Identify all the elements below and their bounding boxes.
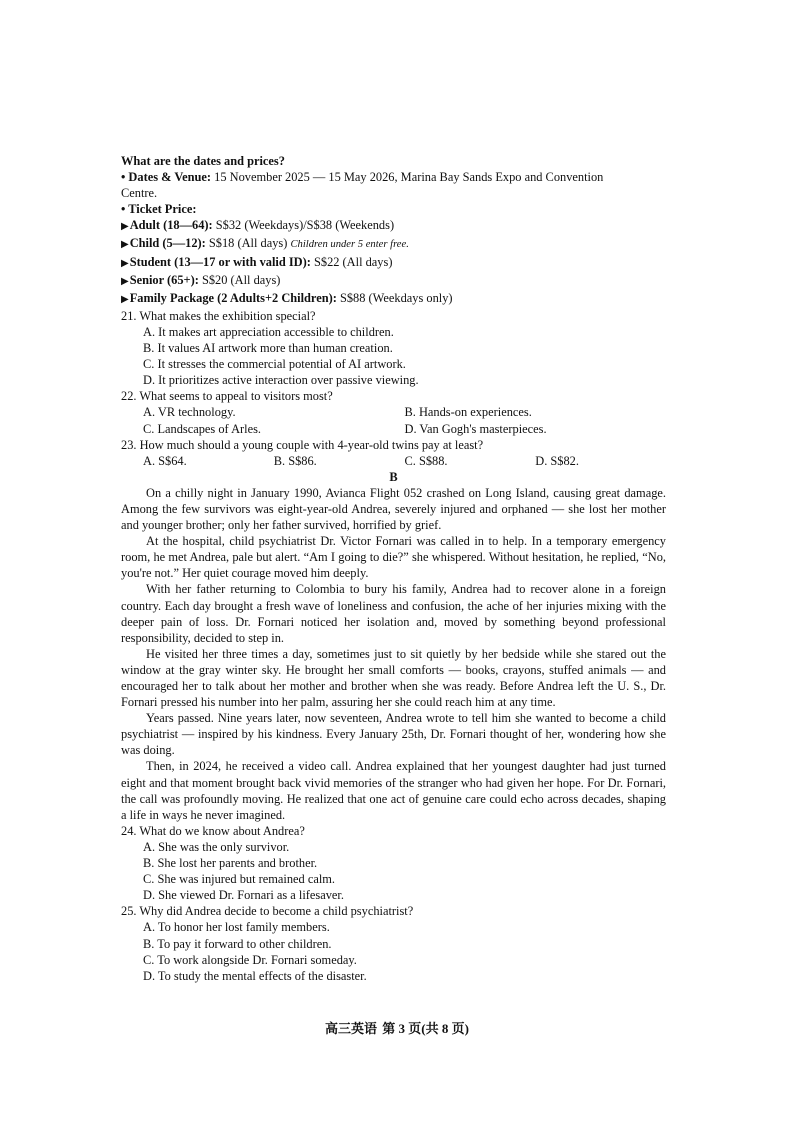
option-24a[interactable]: A. She was the only survivor.: [143, 839, 290, 854]
option-24c[interactable]: C. She was injured but remained calm.: [143, 872, 336, 887]
passage-paragraph-1: On a chilly night in January 1990, Avianca Flight 052 crashed on Long Island, causing great damage. Among the few survivors was eight-year-old Andrea, severely injured and orphaned — she lost her mother and younger brother; only her father survived, horrified by grief.: [121, 485, 666, 533]
option-22b[interactable]: B. Hands-on experiences.: [404, 405, 532, 420]
question-23-stem: 23. How much should a young couple with 4-year-old twins pay at least?: [121, 437, 484, 452]
price-row-child: [121, 235, 666, 253]
option-25a[interactable]: A. To honor her lost family members.: [143, 920, 330, 935]
price-row-adult: [121, 217, 666, 235]
option-25b[interactable]: B. To pay it forward to other children.: [143, 936, 332, 951]
exam-page: [121, 153, 666, 984]
price-text: S$88 (Weekdays only): [339, 290, 453, 305]
options-22-row1: [121, 404, 666, 420]
triangle-bullet-icon: ▶: [121, 293, 129, 305]
triangle-bullet-icon: ▶: [121, 239, 129, 251]
dates-text-continued: Centre.: [121, 186, 158, 201]
price-text: S$22 (All days): [313, 254, 393, 269]
price-label: Family Package (2 Adults+2 Children):: [129, 290, 337, 305]
option-24d[interactable]: D. She viewed Dr. Fornari as a lifesaver.: [143, 888, 344, 903]
option-24b[interactable]: B. She lost her parents and brother.: [143, 856, 318, 871]
triangle-bullet-icon: ▶: [121, 275, 129, 287]
option-21a[interactable]: A. It makes art appreciation accessible to children.: [143, 324, 394, 339]
price-row-student: [121, 254, 666, 272]
passage-paragraph-4: He visited her three times a day, sometimes just to sit quietly by her bedside while she stared out the window at the gray winter sky. He brought her small comforts — books, crayons, stuffed animals — and encouraged her to talk about her mother and brother when she was ready. Before Andrea left the U. S., Dr. Fornari pressed his number into her palm, assuring her she could reach him at any time.: [121, 646, 666, 710]
price-text: S$32 (Weekdays)/S$38 (Weekends): [215, 218, 395, 233]
option-22d[interactable]: D. Van Gogh's masterpieces.: [404, 421, 547, 436]
dates-label: • Dates & Venue:: [121, 170, 212, 185]
option-21d[interactable]: D. It prioritizes active interaction over passive viewing.: [143, 373, 419, 388]
question-24-stem: 24. What do we know about Andrea?: [121, 823, 305, 838]
price-text: S$20 (All days): [201, 272, 281, 287]
price-row-senior: [121, 272, 666, 290]
options-22-row2: [121, 421, 666, 437]
footer-page-number: 第 3 页(共 8 页): [382, 1021, 469, 1036]
price-row-family: [121, 290, 666, 308]
option-21b[interactable]: B. It values AI artwork more than human creation.: [143, 341, 393, 356]
passage-paragraph-6: Then, in 2024, he received a video call. Andrea explained that her youngest daughter had just turned eight and that moment brought back vivid memories of the stranger who had given her hope. For Dr. Fornari, the call was profoundly moving. He realized that one act of genuine care could echo across decades, shaping a life in ways he never imagined.: [121, 759, 666, 822]
price-label: Senior (65+):: [129, 272, 199, 287]
section-heading: What are the dates and prices?: [121, 154, 285, 168]
passage-paragraph-3: With her father returning to Colombia to bury his family, Andrea had to recover alone in a foreign country. Each day brought a fresh wave of loneliness and confusion, the ache of her injuries mixing with the deeper pain of loss. Dr. Fornari noticed her isolation and, moved by something beyond professional responsibility, decided to step in.: [121, 582, 666, 645]
price-label: Student (13—17 or with valid ID):: [129, 254, 311, 269]
option-22c[interactable]: C. Landscapes of Arles.: [143, 421, 262, 436]
triangle-bullet-icon: ▶: [121, 221, 129, 233]
question-22-stem: 22. What seems to appeal to visitors most?: [121, 389, 333, 404]
ticket-price-label: • Ticket Price:: [121, 202, 197, 217]
footer-subject: 高三英语: [325, 1021, 378, 1036]
options-23-row: [121, 453, 666, 469]
option-23a[interactable]: A. S$64.: [143, 453, 187, 468]
question-25-stem: 25. Why did Andrea decide to become a child psychiatrist?: [121, 904, 414, 919]
option-22a[interactable]: A. VR technology.: [143, 405, 236, 420]
option-23d[interactable]: D. S$82.: [535, 453, 579, 468]
price-label: Adult (18—64):: [129, 218, 213, 233]
dates-text: 15 November 2025 — 15 May 2026, Marina Bay Sands Expo and Convention: [214, 170, 604, 185]
passage-paragraph-5: Years passed. Nine years later, now seventeen, Andrea wrote to tell him she wanted to become a child psychiatrist — inspired by his kindness. Every January 25th, Dr. Fornari thought of her, wondering how she was doing.: [121, 711, 666, 758]
dates-venue-line: [121, 169, 666, 185]
price-text: S$18 (All days): [208, 236, 288, 251]
option-25c[interactable]: C. To work alongside Dr. Fornari someday.: [143, 952, 357, 967]
option-23c[interactable]: C. S$88.: [404, 453, 448, 468]
price-label: Child (5—12):: [129, 236, 206, 251]
option-23b[interactable]: B. S$86.: [273, 453, 317, 468]
option-21c[interactable]: C. It stresses the commercial potential of AI artwork.: [143, 357, 406, 372]
option-25d[interactable]: D. To study the mental effects of the disaster.: [143, 968, 367, 983]
price-note: Children under 5 enter free.: [290, 239, 409, 251]
question-21-stem: 21. What makes the exhibition special?: [121, 308, 316, 323]
triangle-bullet-icon: ▶: [121, 257, 129, 269]
passage-paragraph-2: At the hospital, child psychiatrist Dr. Victor Fornari was called in to help. In a temporary emergency room, he met Andrea, pale but alert. “Am I going to die?” she whispered. Without hesitation, he replied, “No, you're not.” Her quiet courage moved him deeply.: [121, 534, 666, 581]
page-footer: [0, 1021, 794, 1037]
section-b-title: B: [389, 469, 398, 484]
